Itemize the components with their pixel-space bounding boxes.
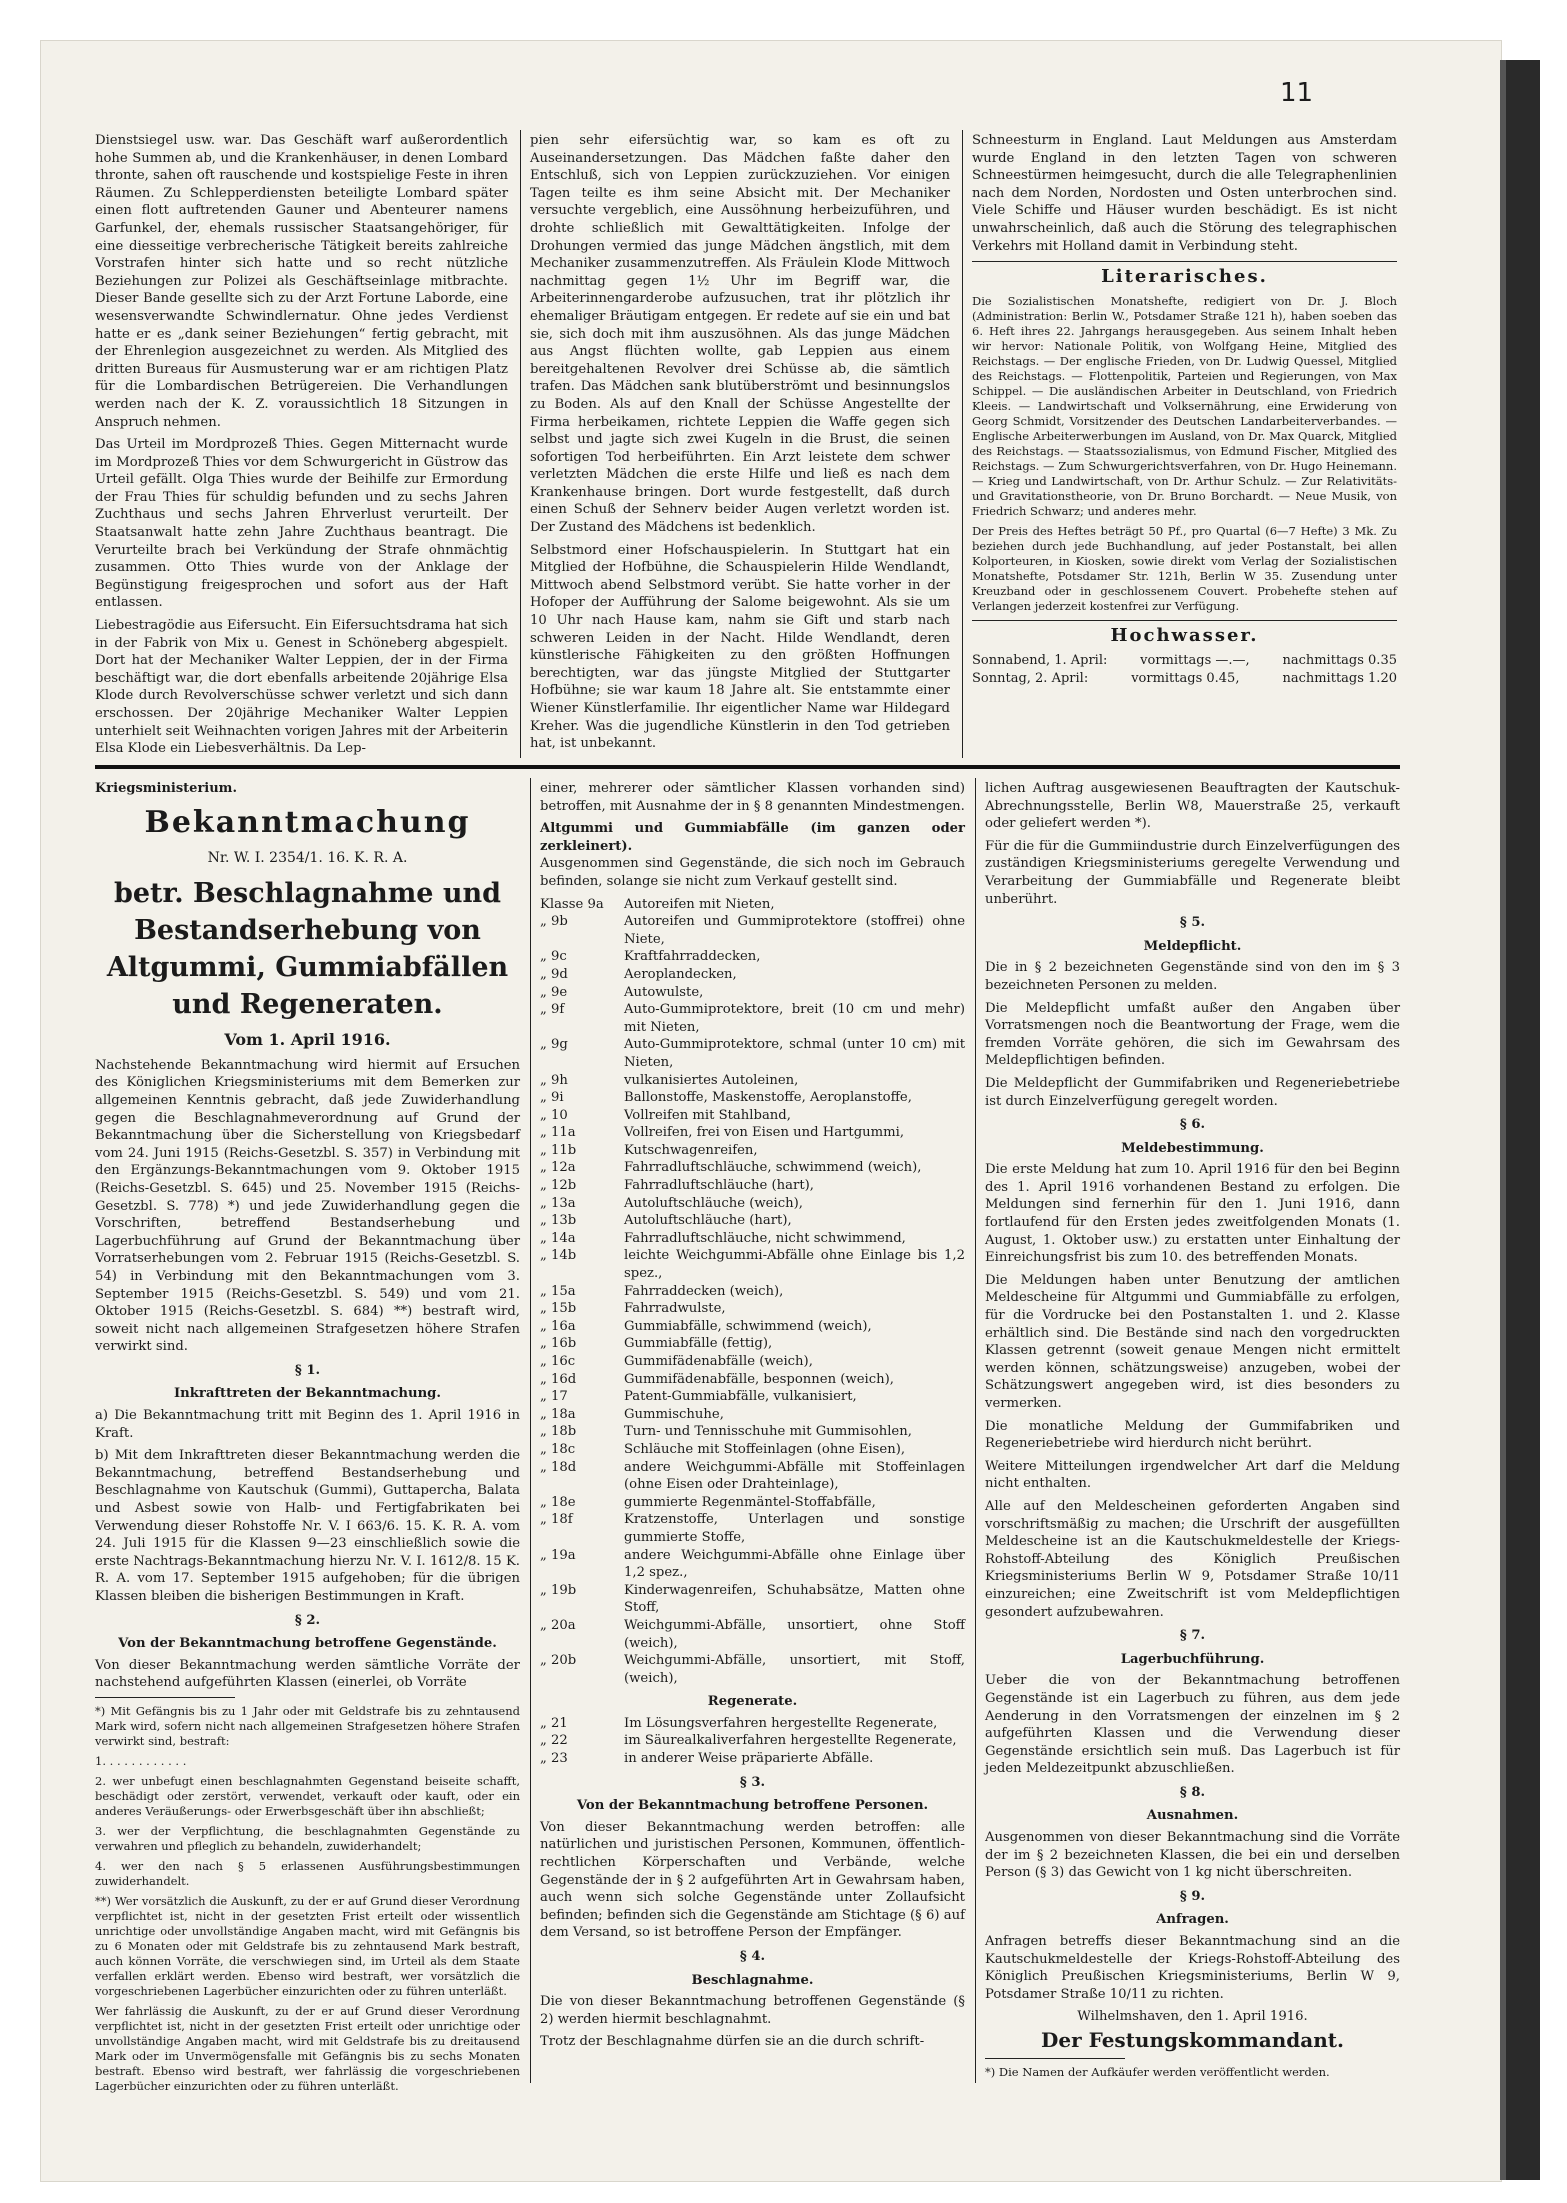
- footnote-rule: [985, 2058, 1125, 2059]
- literarisches-text: Die Sozialistischen Monatshefte, redigiert von Dr. J. Bloch (Administration: Berlin W., Potsdamer Straße 121 h), haben soeben das 6. Heft ihres 22. Jahrgangs herausgegeben. Aus seinem Inhalt heben wir hervor: Nationale Politik, von Wolfgang Heine, Mitglied des Reichstags. — Der englische Frieden, von Dr. Ludwig Quessel, Mitglied des Reichstags. — Flottenpolitik, Parteien und Regierungen, von Max Schippel. — Die ausländischen Arbeiter in Deutschland, von Friedrich Kleeis. — Landwirtschaft und Volksernährung, eine Erwiderung von Georg Schmidt, Vorsitzender des Deutschen Landarbeiterverbandes. — Englische Arbeiterwerbungen im Ausland, von Dr. Max Quarck, Mitglied des Reichstags. — Staatssozialismus, von Edmund Fischer, Mitglied des Reichstags. — Zum Schwurgerichtsverfahren, von Dr. Hugo Heinemann. — Krieg und Landwirtschaft, von Dr. Arthur Schulz. — Zur Relativitäts- und Gravitationstheorie, von Dr. Bruno Borchardt. — Neue Musik, von Friedrich Schwarz; und anderes mehr.: [972, 293, 1397, 518]
- class-row: [540, 1750, 965, 1768]
- section-title: Meldepflicht.: [1143, 938, 1242, 954]
- column-divider: [530, 778, 531, 2083]
- section-text: Die Meldungen haben unter Benutzung der amtlichen Meldescheine für Altgummi und Gummiabfälle zu erfolgen, für die Vordrucke bei den Postanstalten 1. und 2. Klasse erhältlich sind. Die Bestände sind nach den vorgedruckten Klassen getrennt (soweit genaue Mengen nicht ermittelt werden können, schätzungsweise) anzugeben, wobei der Schätzungswert angegeben wird, ist dies besonders zu vermerken.: [985, 1272, 1400, 1411]
- hochwasser-day: Sonnabend, 1. April:: [972, 653, 1108, 669]
- class-row: [540, 1617, 965, 1652]
- article-paragraph: Das Urteil im Mordprozeß Thies. Gegen Mitternacht wurde im Mordprozeß Thies vor dem Schwurgericht in Güstrow das Urteil gefällt. Olga Thies wurde der Beihilfe zur Ermordung der Frau Thies für schuldig befunden und zu sechs Jahren Zuchthaus und sechs Jahren Ehrverlust verurteilt. Der Staatsanwalt hatte zehn Jahre Zuchthaus beantragt. Die Verurteilte brach bei Verkündung der Strafe ohnmächtig zusammen. Otto Thies wurde von der Anklage der Begünstigung freigesprochen und sofort aus der Haft entlassen.: [95, 437, 508, 611]
- class-code: „ 9g: [540, 1037, 568, 1053]
- class-row: [540, 1072, 965, 1090]
- section-text: Für die für die Gummiindustrie durch Einzelverfügungen des zuständigen Kriegsministeriums geregelte Verwendung und Verarbeitung der Gummiabfälle und Regenerate bleibt unberührt.: [985, 838, 1400, 907]
- class-row: [540, 1247, 965, 1282]
- section-text: b) Mit dem Inkrafttreten dieser Bekanntmachung werden die Bekanntmachung, betreffend Bestandserhebung und Beschlagnahme von Kautschuk (Gummi), Guttapercha, Balata und Asbest sowie von Halb- und Fertigfabrikaten bei Verwendung dieser Rohstoffe Nr. V. I 663/6. 15. K. R. A. vom 24. Juli 1915 für die Klassen 9—23 einschließlich sowie die erste Nachtrags-Bekanntmachung hierzu Nr. V. I. 1612/8. 15 K. R. A. vom 17. September 1915 aufgehoben; für die übrigen Klassen bleiben die bisherigen Bestimmungen in Kraft.: [95, 1448, 520, 1604]
- section-text: einer, mehrerer oder sämtlicher Klassen vorhanden sind) betroffen, mit Ausnahme der in § 8 genannten Mindestmengen.: [540, 781, 965, 814]
- column-divider: [975, 778, 976, 2083]
- class-row: [540, 1732, 965, 1750]
- section-text: Weitere Mitteilungen irgendwelcher Art darf die Meldung nicht enthalten.: [985, 1458, 1400, 1492]
- altgummi-text: Ausgenommen sind Gegenstände, die sich noch im Gebrauch befinden, solange sie nicht zum Verkauf gestellt sind.: [540, 856, 965, 889]
- class-code: „ 14a: [540, 1230, 576, 1246]
- class-code: „ 9f: [540, 1002, 565, 1018]
- section-text: Trotz der Beschlagnahme dürfen sie an die durch schrift-: [540, 2034, 925, 2050]
- hochwasser-morning: vormittags 0.45,: [1131, 670, 1240, 686]
- class-code: „ 21: [540, 1715, 568, 1731]
- class-row: [540, 1423, 965, 1441]
- class-row: [540, 1089, 965, 1107]
- class-code: „ 15a: [540, 1283, 576, 1299]
- announcement-subject: betr. Beschlagnahme und Bestandserhebung von Altgummi, Gummiabfällen und Regeneraten.: [106, 878, 509, 1021]
- announcement-reference: Nr. W. I. 2354/1. 16. K. R. A.: [207, 849, 408, 866]
- class-row: [540, 1124, 965, 1142]
- class-code: „ 16b: [540, 1336, 577, 1352]
- class-description: Fahrraddecken (weich),: [624, 1283, 784, 1299]
- class-row: [540, 1001, 965, 1036]
- footnote: 3. wer der Verpflichtung, die beschlagnahmten Gegenstände zu verwahren und pfleglich zu behandeln, zuwiderhandelt;: [95, 1823, 520, 1853]
- section-number: § 5.: [1179, 915, 1206, 931]
- announcement-date: Vom 1. April 1916.: [224, 1030, 391, 1050]
- signature: Der Festungskommandant.: [1041, 2028, 1344, 2052]
- class-code: „ 12a: [540, 1160, 576, 1176]
- article-paragraph: pien sehr eifersüchtig war, so kam es oft zu Auseinandersetzungen. Das Mädchen faßte daher den Entschluß, sich von Leppien zurückzuziehen. Vor einigen Tagen teilte es ihm seine Absicht mit. Der Mechaniker versuchte vergeblich, eine Aussöhnung herbeizuführen, und drohte schließlich mit Gewalttätigkeiten. Infolge der Drohungen vermied das junge Mädchen ängstlich, mit dem Mechaniker zusammenzutreffen. Als Fräulein Klode Mittwoch nachmittag gegen 1½ Uhr im Begriff war, die Arbeiterinnengarderobe aufzusuchen, trat ihr plötzlich ihr ehemaliger Bräutigam entgegen. Er redete auf sie ein und bat sie, sich doch mit ihm auszusöhnen. Als das junge Mädchen aus Angst flüchten wollte, gab Leppien aus einem bereitgehaltenen Revolver drei Schüsse ab, die sämtlich trafen. Das Mädchen sank blutüberströmt und besinnungslos zu Boden. Als auf den Knall der Schüsse Angestellte der Firma herbeikamen, richtete Leppien die Waffe gegen sich selbst und jagte sich zwei Kugeln in die Brust, die seinen sofortigen Tod herbeiführten. Ein Arzt leistete dem schwer verletzten Mädchen die erste Hilfe und ließ es nach dem Krankenhause bringen. Dort wurde festgestellt, daß durch einen Schuß der Sehnerv beider Augen verletzt worden ist. Der Zustand des Mädchens ist bedenklich.: [530, 133, 950, 536]
- section-text: Ueber die von der Bekanntmachung betroffenen Gegenstände ist ein Lagerbuch zu führen, aus dem jede Aenderung in den Vorratsmengen der einzelnen im § 2 aufgeführten Klassen und die Verwendung dieser Gegenstände ersichtlich sein muß. Das Lagerbuch ist für jeden Meldezeitpunkt abzuschließen.: [985, 1673, 1400, 1777]
- announcement-column-3: [985, 780, 1400, 2085]
- class-description: Aeroplandecken,: [624, 966, 737, 982]
- section-text: Die in § 2 bezeichneten Gegenstände sind von den im § 3 bezeichneten Personen zu melden.: [985, 960, 1400, 993]
- hochwasser-row: [972, 670, 1397, 688]
- announcement-title: Bekanntmachung: [144, 804, 471, 840]
- class-code: „ 23: [540, 1751, 568, 1767]
- class-description: Autoreifen mit Nieten,: [624, 896, 775, 912]
- class-description: Fahrradwulste,: [624, 1301, 726, 1317]
- class-code: „ 19a: [540, 1547, 576, 1563]
- section-number: § 6.: [1179, 1117, 1206, 1133]
- section-title: Inkrafttreten der Bekanntmachung.: [174, 1386, 441, 1402]
- class-description: Weichgummi-Abfälle, unsortiert, mit Stoff, (weich),: [624, 1653, 965, 1686]
- class-code: „ 18d: [540, 1459, 577, 1475]
- footnote: 1. . . . . . . . . . . .: [95, 1753, 187, 1768]
- class-row: [540, 948, 965, 966]
- class-description: Fahrradluftschläuche, nicht schwimmend,: [624, 1230, 906, 1246]
- footnote: 4. wer den nach § 5 erlassenen Ausführungsbestimmungen zuwiderhandelt.: [95, 1858, 520, 1888]
- announcement-issuer: Kriegsministerium.: [95, 781, 237, 796]
- section-text: Die Meldepflicht umfaßt außer den Angaben über Vorratsmengen noch die Beantwortung der Frage, wem die fremden Vorräte gehören, die sich im Gewahrsam des Meldepflichtigen befinden.: [985, 1000, 1400, 1069]
- class-row: [540, 984, 965, 1002]
- class-row: [540, 1406, 965, 1424]
- section-text: Die erste Meldung hat zum 10. April 1916 für den bei Beginn des 1. April 1916 vorhandenen Bestand zu erfolgen. Die Meldungen sind fernerhin für den 1. Juni 1916, dann fortlaufend für den Ersten jedes zweitfolgenden Monats (1. August, 1. Oktober usw.) zu erstatten unter Einhaltung der Einreichungsfrist bis zum 10. des betreffenden Monats.: [985, 1162, 1400, 1266]
- section-divider: [972, 261, 1397, 262]
- class-code: „ 18f: [540, 1512, 573, 1528]
- class-code: „ 11a: [540, 1125, 576, 1141]
- class-description: Auto-Gummiprotektore, breit (10 cm und mehr) mit Nieten,: [624, 1002, 965, 1035]
- class-description: Autowulste,: [624, 984, 704, 1000]
- class-code: „ 10: [540, 1107, 568, 1123]
- section-text: Ausgenommen von dieser Bekanntmachung sind die Vorräte der im § 2 bezeichneten Klassen, die bei ein und derselben Person (§ 3) das Gewicht von 1 kg nicht überschreiten.: [985, 1830, 1400, 1881]
- regenerate-list: [540, 1715, 965, 1768]
- class-description: Gummischuhe,: [624, 1406, 724, 1422]
- class-code: „ 18b: [540, 1424, 577, 1440]
- page-number: 11: [1280, 78, 1314, 108]
- class-description: Im Lösungsverfahren hergestellte Regenerate,: [624, 1715, 938, 1731]
- class-row: [540, 1511, 965, 1546]
- class-description: Ballonstoffe, Maskenstoffe, Aeroplanstoffe,: [624, 1090, 912, 1106]
- class-description: Turn- und Tennisschuhe mit Gummisohlen,: [624, 1424, 912, 1440]
- article-paragraph: Liebestragödie aus Eifersucht. Ein Eifersuchtsdrama hat sich in der Fabrik von Mix u. Genest in Schöneberg abgespielt. Dort hat der Mechaniker Walter Leppien, der in der Firma beschäftigt war, die dort ebenfalls arbeitende 20jährige Elsa Klode durch Revolverschüsse schwer verletzt und sich dann erschossen. Der 20jährige Mechaniker Walter Leppien unterhielt seit Weihnachten vorigen Jahres mit der Arbeiterin Elsa Klode ein Liebesverhältnis. Da Lep-: [95, 618, 508, 757]
- announcement-intro: Nachstehende Bekanntmachung wird hiermit auf Ersuchen des Königlichen Kriegsministeriums mit dem Bemerken zur allgemeinen Kenntnis gebracht, daß jede Zuwiderhandlung gegen die Beschlagnahmeverordnung auf Grund der Bekanntmachung über die Sicherstellung von Kriegsbedarf vom 24. Juni 1915 (Reichs-Gesetzbl. S. 357) in Verbindung mit den Ergänzungs-Bekanntmachungen vom 9. Oktober 1915 (Reichs-Gesetzbl. S. 645) und 25. November 1915 (Reichs-Gesetzbl. S. 778) *) und jede Zuwiderhandlung gegen die Vorschriften, betreffend Bestandserhebung und Lagerbuchführung auf Grund der Bekanntmachung über Vorratserhebungen vom 2. Februar 1915 (Reichs-Gesetzbl. S. 54) in Verbindung mit den Bekanntmachungen vom 3. September 1915 (Reichs-Gesetzbl. S. 549) und vom 21. Oktober 1915 (Reichs-Gesetzbl. S. 684) **) bestraft wird, soweit nicht nach allgemeinen Strafgesetzen höhere Strafen verwirkt sind.: [95, 1057, 520, 1355]
- class-description: Schläuche mit Stoffeinlagen (ohne Eisen),: [624, 1441, 906, 1457]
- class-code: „ 20a: [540, 1617, 576, 1633]
- class-code: „ 12b: [540, 1178, 577, 1194]
- section-text: lichen Auftrag ausgewiesenen Beauftragten der Kautschuk-Abrechnungsstelle, Berlin W8, Mauerstraße 25, verkauft oder geliefert werden *).: [985, 781, 1400, 832]
- footnote: 2. wer unbefugt einen beschlagnahmten Gegenstand beiseite schafft, beschädigt oder zerstört, verwendet, verkauft oder kauft, oder ein anderes Veräußerungs- oder Erwerbsgeschäft über ihn abschließt;: [95, 1773, 520, 1818]
- class-row: [540, 1371, 965, 1389]
- book-binding-edge: [1500, 60, 1540, 2180]
- class-row: [540, 1582, 965, 1617]
- class-code: „ 14b: [540, 1248, 577, 1264]
- class-description: Patent-Gummiabfälle, vulkanisiert,: [624, 1389, 857, 1405]
- class-row: [540, 1353, 965, 1371]
- class-code: „ 16d: [540, 1371, 577, 1387]
- class-description: Vollreifen mit Stahlband,: [624, 1107, 791, 1123]
- section-number: § 1.: [294, 1362, 321, 1378]
- section-text: Von dieser Bekanntmachung werden sämtliche Vorräte der nachstehend aufgeführten Klassen (einerlei, ob Vorräte: [95, 1657, 520, 1691]
- section-divider: [972, 620, 1397, 621]
- class-row: [540, 1036, 965, 1071]
- class-row: [540, 1283, 965, 1301]
- class-row: [540, 1459, 965, 1494]
- section-title: Lagerbuchführung.: [1120, 1651, 1265, 1667]
- class-row: [540, 1230, 965, 1248]
- class-row: [540, 1159, 965, 1177]
- regenerate-title: Regenerate.: [707, 1694, 798, 1710]
- section-number: § 3.: [739, 1774, 766, 1790]
- class-description: Autoreifen und Gummiprotektore (stoffrei) ohne Niete,: [624, 914, 965, 947]
- class-code: „ 15b: [540, 1301, 577, 1317]
- top-column-2: [530, 132, 950, 758]
- announcement-column-2: [540, 780, 965, 2056]
- class-description: Gummiabfälle, schwimmend (weich),: [624, 1318, 872, 1334]
- class-row: [540, 1441, 965, 1459]
- class-row: [540, 1494, 965, 1512]
- class-description: im Säurealkaliverfahren hergestellte Regenerate,: [624, 1733, 957, 1749]
- class-code: „ 20b: [540, 1653, 577, 1669]
- hochwasser-afternoon: nachmittags 1.20: [1282, 670, 1397, 686]
- class-code: „ 16a: [540, 1318, 576, 1334]
- class-row: [540, 896, 965, 914]
- class-code: „ 9d: [540, 966, 568, 982]
- class-description: Weichgummi-Abfälle, unsortiert, ohne Stoff (weich),: [624, 1617, 965, 1651]
- class-description: Kutschwagenreifen,: [624, 1142, 758, 1158]
- class-code: „ 13a: [540, 1195, 576, 1211]
- class-description: Gummiabfälle (fettig),: [624, 1336, 773, 1352]
- literarisches-price: Der Preis des Heftes beträgt 50 Pf., pro Quartal (6—7 Hefte) 3 Mk. Zu beziehen durch jede Buchhandlung, auf jeder Postanstalt, bei allen Kolporteuren, in Kiosken, sowie direkt vom Verlag der Sozialistischen Monatshefte, Potsdamer Str. 121h, Berlin W 35. Zusendung unter Kreuzband oder in geschlossenem Couvert. Probehefte stehen auf Verlangen jederzeit kostenfrei zur Verfügung.: [972, 523, 1397, 613]
- class-description: Fahrradluftschläuche, schwimmend (weich),: [624, 1160, 922, 1176]
- section-text: Von dieser Bekanntmachung werden betroffen: alle natürlichen und juristischen Personen, Kommunen, öffentlich-rechtlichen Körperschaften und Verbände, welche Gegenstände der in § 2 aufgeführten Art in Gewahrsam haben, auch wenn sich solche Gegenstände unter Zollaufsicht befinden; befinden sich die Gegenstände am Stichtage (§ 6) auf dem Versand, so ist betroffene Person der Empfänger.: [540, 1819, 965, 1941]
- section-title: Ausnahmen.: [1146, 1808, 1239, 1824]
- class-row: [540, 1195, 965, 1213]
- class-code: „ 16c: [540, 1354, 576, 1369]
- class-row: [540, 1335, 965, 1353]
- section-number: § 4.: [739, 1949, 766, 1964]
- section-text: a) Die Bekanntmachung tritt mit Beginn des 1. April 1916 in Kraft.: [95, 1408, 520, 1441]
- footnotes: [95, 1704, 520, 2094]
- section-number: § 2.: [294, 1612, 321, 1628]
- class-row: [540, 1547, 965, 1582]
- altgummi-title: Altgummi und Gummiabfälle (im ganzen oder zerkleinert).: [540, 821, 965, 854]
- hochwasser-row: [972, 652, 1397, 670]
- literarisches-title: Literarisches.: [1101, 266, 1268, 288]
- section-text: Die Meldepflicht der Gummifabriken und Regeneriebetriebe ist durch Einzelverfügung geregelt worden.: [985, 1075, 1400, 1109]
- section-title: Meldebestimmung.: [1121, 1140, 1264, 1156]
- class-description: Autoluftschläuche (weich),: [624, 1195, 803, 1211]
- class-code: „ 17: [540, 1389, 568, 1405]
- heavy-section-rule: [95, 765, 1400, 769]
- top-column-1: [95, 132, 508, 763]
- section-number: § 9.: [1179, 1888, 1206, 1904]
- class-list: [540, 896, 965, 1688]
- footnote: Wer fahrlässig die Auskunft, zu der er auf Grund dieser Verordnung verpflichtet ist, nicht in der gesetzten Frist erteilt oder unrichtige oder unvollständige Angaben macht, wird mit Geldstrafe bis zu dreitausend Mark oder im Unvermögensfalle mit Gefängnis bis zu sechs Monaten bestraft. Ebenso wird bestraft, wer fahrlässig die vorgeschriebenen Lagerbücher einzurichten oder zu führen unterläßt.: [95, 2003, 520, 2093]
- class-description: andere Weichgummi-Abfälle mit Stoffeinlagen (ohne Eisen oder Drahteinlage),: [624, 1459, 965, 1493]
- hochwasser-title: Hochwasser.: [1110, 624, 1259, 646]
- class-description: Autoluftschläuche (hart),: [624, 1213, 792, 1229]
- section-number: § 8.: [1179, 1784, 1206, 1800]
- class-code: „ 9c: [540, 949, 567, 965]
- section-text: Die monatliche Meldung der Gummifabriken und Regeneriebetriebe wird hierdurch nicht berührt.: [985, 1418, 1400, 1452]
- column-divider: [962, 130, 963, 758]
- footnote-rule: [95, 1697, 235, 1698]
- hochwasser-morning: vormittags —.—,: [1140, 653, 1250, 669]
- class-description: Kratzenstoffe, Unterlagen und sonstige gummierte Stoffe,: [624, 1512, 965, 1545]
- class-description: Gummifädenabfälle, besponnen (weich),: [624, 1371, 894, 1387]
- class-row: [540, 1318, 965, 1336]
- class-description: Gummifädenabfälle (weich),: [624, 1354, 813, 1369]
- class-description: vulkanisiertes Autoleinen,: [624, 1072, 799, 1088]
- class-description: Fahrradluftschläuche (hart),: [624, 1178, 814, 1194]
- class-code: „ 9i: [540, 1090, 564, 1106]
- footnote: **) Wer vorsätzlich die Auskunft, zu der er auf Grund dieser Verordnung verpflichtet ist, nicht in der gesetzten Frist erteilt oder wissentlich unrichtige oder unvollständige Angaben macht, wird mit Gefängnis bis zu 6 Monaten oder mit Geldstrafe bis zu zehntausend Mark bestraft, auch können Vorräte, die verschwiegen sind, im Urteil als dem Staate verfallen erklärt werden. Ebenso wird bestraft, wer vorsätzlich die vorgeschriebenen Lagerbücher einzurichten oder zu führen unterläßt.: [95, 1893, 520, 1998]
- class-row: [540, 1142, 965, 1160]
- class-row: [540, 966, 965, 984]
- top-column-3: [972, 132, 1397, 688]
- class-row: [540, 1300, 965, 1318]
- class-description: andere Weichgummi-Abfälle ohne Einlage über 1,2 spez.,: [624, 1547, 965, 1581]
- class-row: [540, 1107, 965, 1125]
- section-title: Von der Bekanntmachung betroffene Gegenstände.: [118, 1636, 497, 1652]
- hochwasser-afternoon: nachmittags 0.35: [1282, 653, 1397, 669]
- hochwasser-day: Sonntag, 2. April:: [972, 670, 1089, 686]
- class-row: [540, 1652, 965, 1687]
- class-code: „ 9e: [540, 984, 568, 1000]
- class-code: „ 18c: [540, 1441, 576, 1457]
- section-number: § 7.: [1179, 1628, 1206, 1644]
- class-code: „ 11b: [540, 1142, 577, 1158]
- section-text: Die von dieser Bekanntmachung betroffenen Gegenstände (§ 2) werden hiermit beschlagnahmt.: [540, 1994, 965, 2027]
- class-code: „ 22: [540, 1733, 568, 1749]
- column-divider: [520, 130, 521, 758]
- class-description: Kraftfahrraddecken,: [624, 949, 761, 965]
- footnote: *) Die Namen der Aufkäufer werden veröffentlicht werden.: [985, 2064, 1330, 2079]
- place-date: Wilhelmshaven, den 1. April 1916.: [1077, 2009, 1308, 2025]
- article-paragraph: Schneesturm in England. Laut Meldungen aus Amsterdam wurde England in den letzten Tagen von schweren Schneestürmen heimgesucht, durch die alle Telegraphenlinien nach dem Norden, Nordosten und Osten unterbrochen sind. Viele Schiffe und Häuser wurden beschädigt. Es ist nicht unwahrscheinlich, daß auch die Störung des telegraphischen Verkehrs mit Holland damit in Verbindung steht.: [972, 133, 1397, 254]
- announcement-column-1: [95, 780, 520, 2099]
- article-paragraph: Selbstmord einer Hofschauspielerin. In Stuttgart hat ein Mitglied der Hofbühne, die Schauspielerin Hilde Wendlandt, Mittwoch abend Selbstmord verübt. Sie hatte vorher in der Hofoper der Aufführung der Salome beigewohnt. Als sie um 10 Uhr nach Hause kam, nahm sie Gift und starb nach schweren Leiden in der Nacht. Hilde Wendlandt, deren künstlerische Fähigkeiten zu den größten Hoffnungen berechtigten, war das jüngste Mitglied der Stuttgarter Hofbühne; sie war kaum 18 Jahre alt. Sie entstammte einer Wiener Künstlerfamilie. Ihr eigentlicher Name war Hildegard Kreher. Was die jugendliche Künstlerin in den Tod getrieben hat, ist unbekannt.: [530, 542, 950, 752]
- section-title: Von der Bekanntmachung betroffene Personen.: [576, 1798, 929, 1814]
- section-title: Anfragen.: [1156, 1912, 1229, 1928]
- article-paragraph: Dienstsiegel usw. war. Das Geschäft warf außerordentlich hohe Summen ab, und die Krankenhäuser, in denen Lombard thronte, sahen oft rauschende und kostspielige Feste in ihren Räumen. Zu Schlepperdiensten beteiligte Lombard später einen flott auftretenden Gauner und Abenteurer namens Garfunkel, der, ehemals russischer Staatsangehöriger, für eine diesseitige verbrecherische Tätigkeit bereits zahlreiche Vorstrafen hinter sich hatte und so recht nützliche Beziehungen zur Polizei als Geschäftseinlage mitbrachte. Dieser Bande gesellte sich zu der Arzt Fortune Laborde, eine wesensverwandte Schwindlernatur. Ohne jedes Verdienst hatte er es „dank seiner Beziehungen“ fertig gebracht, mit der Ehrenlegion ausgezeichnet zu werden. Als Mitglied des dritten Bureaus für Ausmusterung war er am richtigen Platz für die Lombardischen Betrügereien. Die Verhandlungen werden nach der K. Z. voraussichtlich 18 Sitzungen in Anspruch nehmen.: [95, 133, 508, 430]
- class-code: „ 18e: [540, 1494, 576, 1510]
- class-description: Auto-Gummiprotektore, schmal (unter 10 cm) mit Nieten,: [624, 1037, 965, 1070]
- class-description: Vollreifen, frei von Eisen und Hartgummi,: [624, 1125, 905, 1141]
- class-description: Kinderwagenreifen, Schuhabsätze, Matten ohne Stoff,: [624, 1582, 965, 1616]
- section-text: Anfragen betreffs dieser Bekanntmachung sind an die Kautschukmeldestelle der Kriegs-Rohstoff-Abteilung des Königlich Preußischen Kriegsministeriums, Berlin W 9, Potsdamer Straße 10/11 zu richten.: [985, 1934, 1400, 2002]
- class-description: leichte Weichgummi-Abfälle ohne Einlage bis 1,2 spez.,: [624, 1248, 965, 1282]
- class-code: Klasse 9a: [540, 896, 604, 912]
- class-row: [540, 1388, 965, 1406]
- class-code: „ 19b: [540, 1582, 577, 1598]
- footnote: *) Mit Gefängnis bis zu 1 Jahr oder mit Geldstrafe bis zu zehntausend Mark wird, sofern nicht nach allgemeinen Strafgesetzen höhere Strafen verwirkt sind, bestraft:: [95, 1703, 520, 1748]
- class-description: gummierte Regenmäntel-Stoffabfälle,: [624, 1494, 876, 1510]
- class-row: [540, 1177, 965, 1195]
- class-code: „ 13b: [540, 1213, 577, 1229]
- class-code: „ 9b: [540, 914, 568, 930]
- class-code: „ 18a: [540, 1406, 576, 1422]
- class-row: [540, 1715, 965, 1733]
- section-title: Beschlagnahme.: [691, 1972, 814, 1988]
- section-text: Alle auf den Meldescheinen geforderten Angaben sind vorschriftsmäßig zu machen; die Urschrift der ausgefüllten Meldescheine ist an die Kautschukmeldestelle der Kriegs-Rohstoff-Abteilung des Königlich Preußischen Kriegsministeriums Berlin W 9, Potsdamer Straße 10/11 einzureichen; eine Zweitschrift ist vom Meldepflichtigen gesondert aufzubewahren.: [985, 1498, 1400, 1620]
- class-row: [540, 1212, 965, 1230]
- class-row: [540, 913, 965, 948]
- class-code: „ 9h: [540, 1072, 568, 1088]
- class-description: in anderer Weise präparierte Abfälle.: [624, 1751, 874, 1767]
